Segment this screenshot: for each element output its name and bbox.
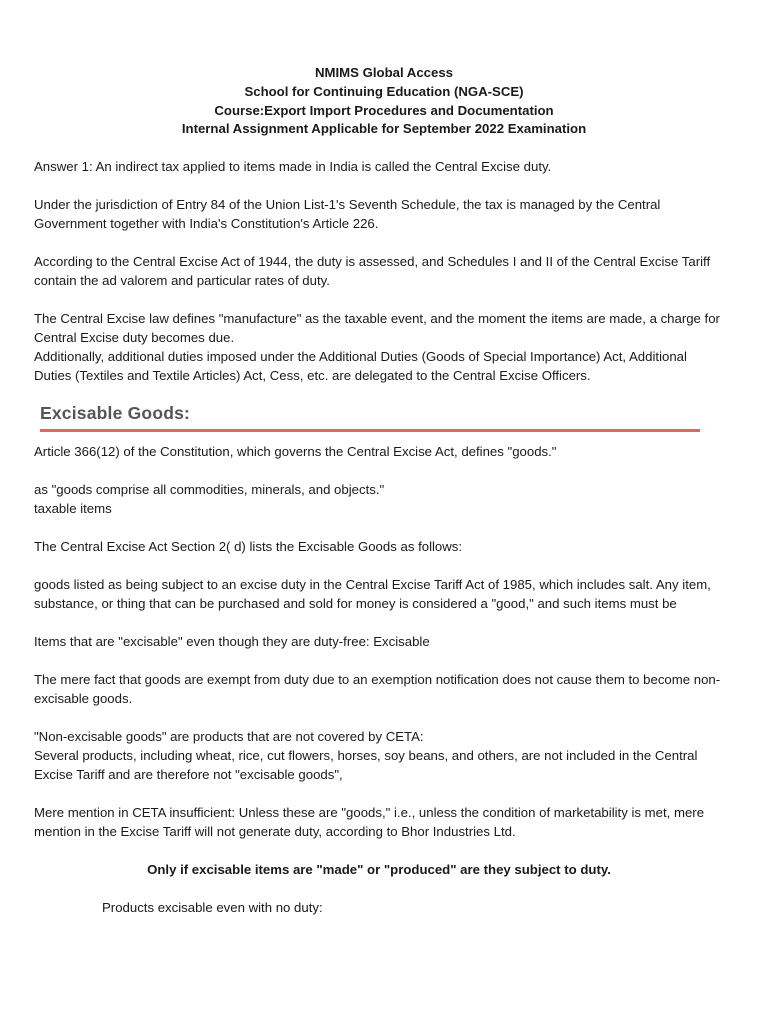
header-assignment: Internal Assignment Applicable for September 2022 Examination xyxy=(181,121,587,137)
intro-paragraph-1: Answer 1: An indirect tax applied to items made in India is called the Central Excise duty. xyxy=(34,159,552,174)
intro-paragraph-5: Additionally, additional duties imposed under the Additional Duties (Goods of Special Importance) Act, Additional Duties (Textiles and Textile Articles) Act, Cess, etc. are delegated to the Central Excise Officers. xyxy=(34,349,687,383)
section-paragraph-3: The Central Excise Act Section 2( d) lists the Excisable Goods as follows: xyxy=(34,539,463,554)
section-paragraph-9: Only if excisable items are "made" or "produced" are they subject to duty. xyxy=(147,862,611,877)
section-paragraph-6: The mere fact that goods are exempt from duty due to an exemption notification does not cause them to become non-excisable goods. xyxy=(34,672,721,706)
intro-paragraph-3: According to the Central Excise Act of 1944, the duty is assessed, and Schedules I and II of the Central Excise Tariff contain the ad valorem and particular rates of duty. xyxy=(34,254,711,288)
header-school: School for Continuing Education (NGA-SCE) xyxy=(244,83,524,99)
header-course: Course:Export Import Procedures and Documentation xyxy=(214,102,554,118)
section-paragraph-5: Items that are "excisable" even though they are duty-free: Excisable xyxy=(34,634,430,649)
section-paragraph-4: goods listed as being subject to an excise duty in the Central Excise Tariff Act of 1985, which includes salt. Any item, substance, or thing that can be purchased and sold for money is considered a "good," and such items must be xyxy=(34,577,711,611)
section-paragraph-10: Products excisable even with no duty: xyxy=(102,900,323,915)
section-paragraph-7b: Several products, including wheat, rice, cut flowers, horses, soy beans, and others, are not included in the Central Excise Tariff and are therefore not "excisable goods", xyxy=(34,748,698,782)
intro-paragraph-4: The Central Excise law defines "manufacture" as the taxable event, and the moment the items are made, a charge for Central Excise duty becomes due. xyxy=(34,311,720,345)
intro-body xyxy=(34,157,724,404)
intro-paragraph-2: Under the jurisdiction of Entry 84 of the Union List-1's Seventh Schedule, the tax is managed by the Central Government together with India's Constitution's Article 226. xyxy=(34,197,661,231)
section-body xyxy=(34,442,724,936)
header-institution: NMIMS Global Access xyxy=(314,65,454,80)
document-header xyxy=(0,64,768,139)
section-paragraph-7a: "Non-excisable goods" are products that are not covered by CETA: xyxy=(34,729,424,744)
section-paragraph-8: Mere mention in CETA insufficient: Unless these are "goods," i.e., unless the condition of marketability is met, mere mention in the Excise Tariff will not generate duty, according to Bhor Industries Ltd. xyxy=(34,805,705,839)
section-paragraph-1: Article 366(12) of the Constitution, which governs the Central Excise Act, defines "goods." xyxy=(34,444,557,459)
section-heading: Excisable Goods: xyxy=(40,403,191,423)
section-divider xyxy=(40,429,700,432)
section-paragraph-2a: as "goods comprise all commodities, minerals, and objects." xyxy=(34,482,385,497)
section-paragraph-2b: taxable items xyxy=(34,501,112,516)
